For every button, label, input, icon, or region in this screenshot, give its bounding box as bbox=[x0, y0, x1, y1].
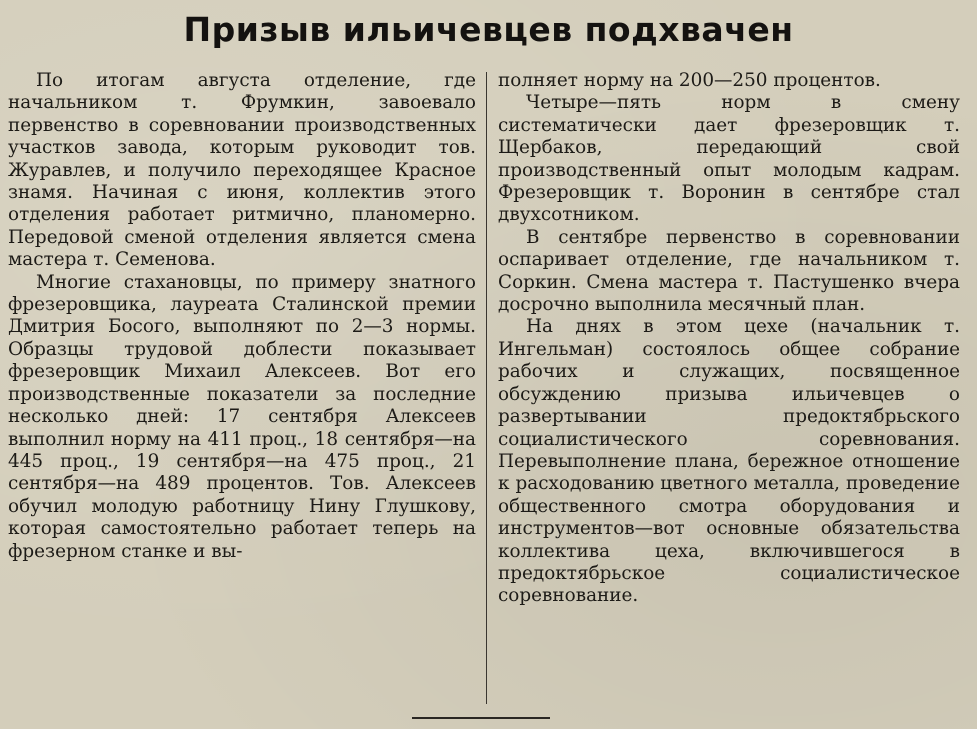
paragraph-5: На днях в этом цехе (начальник т. Ингельман) состоялось общее собрание рабочих и служащих, посвященное обсуждению призыва ильичевцев о развертывании предоктябрьского социалистического соревнования. Перевыполнение плана, бережное отношение к расходованию цветного металла, проведение общественного смотра оборудования и инструментов—вот основные обязательства коллектива цеха, включившегося в предоктябрьское социалистическое соревнование. bbox=[498, 316, 960, 607]
paragraph-3: Четыре—пять норм в смену систематически дает фрезеровщик т. Щербаков, передающий свой производственный опыт молодым кадрам. Фрезеровщик т. Воронин в сентябре стал двухсотником. bbox=[498, 92, 960, 226]
column-divider bbox=[486, 72, 487, 704]
paragraph-2: Многие стахановцы, по примеру знатного фрезеровщика, лауреата Сталинской премии Дмитрия Босого, выполняют по 2—3 нормы. Образцы трудовой доблести показывает фрезеровщик Михаил Алексеев. Вот его производственные показатели за последние несколько дней: 17 сентября Алексеев выполнил норму на 411 проц., 18 сентября—на 445 проц., 19 сентября—на 475 проц., 21 сентября—на 489 процентов. Тов. Алексеев обучил молодую работницу Нину Глушкову, которая самостоятельно работает теперь на фрезерном станке и вы- bbox=[8, 271, 476, 562]
left-column bbox=[8, 70, 476, 563]
article-headline: Призыв ильичевцев подхвачен bbox=[183, 10, 794, 49]
paragraph-1: По итогам августа отделение, где начальником т. Фрумкин, завоевало первенство в соревновании производственных участков завода, которым руководит тов. Журавлев, и получило переходящее Красное знамя. Начиная с июня, коллектив этого отделения работает ритмично, планомерно. Передовой сменой отделения является смена мастера т. Семенова. bbox=[8, 70, 476, 271]
paragraph-4: В сентябре первенство в соревновании оспаривает отделение, где начальником т. Соркин. Смена мастера т. Пастушенко вчера досрочно выполнила месячный план. bbox=[498, 226, 960, 316]
paragraph-2-continuation: полняет норму на 200—250 процентов. bbox=[498, 70, 881, 91]
bottom-divider bbox=[412, 717, 550, 719]
right-column bbox=[498, 70, 960, 608]
